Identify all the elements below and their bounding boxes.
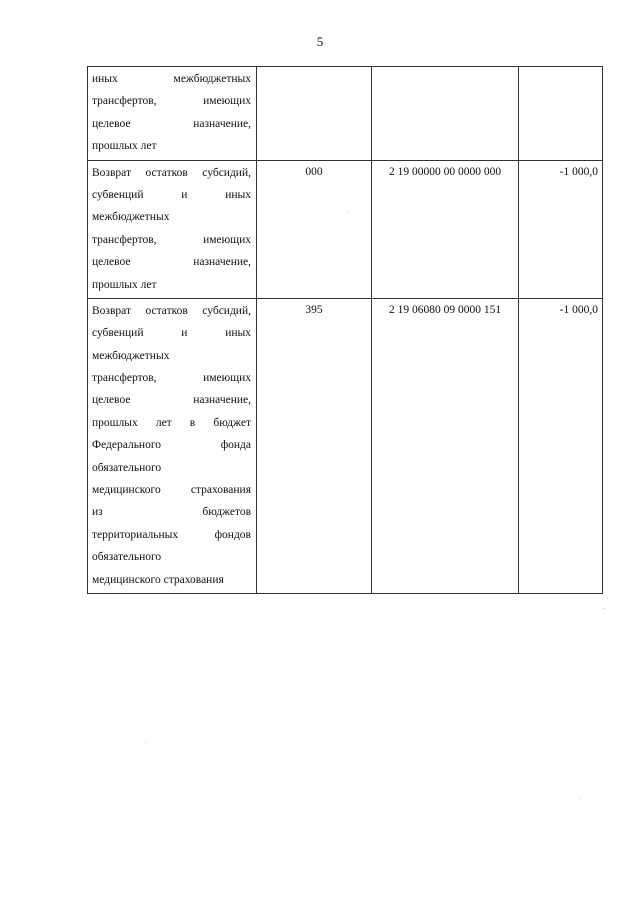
classification-code-cell xyxy=(372,67,519,161)
table-row xyxy=(88,160,603,298)
name-line: Возврат остатков субсидий, xyxy=(92,166,251,179)
admin-code-cell xyxy=(257,298,372,593)
admin-code: 000 xyxy=(305,165,323,178)
name-line: Федерального фонда xyxy=(92,439,251,452)
name-line: целевое назначение, xyxy=(92,117,251,130)
name-line: прошлых лет xyxy=(92,278,157,291)
sum-cell xyxy=(519,298,603,593)
admin-code: 395 xyxy=(305,303,323,316)
name-line: межбюджетных xyxy=(92,211,170,224)
name-line: Возврат остатков субсидий, xyxy=(92,304,251,317)
sum-value: -1 000,0 xyxy=(559,165,598,178)
name-line: субвенций и иных xyxy=(92,188,251,201)
scan-speck xyxy=(348,212,349,213)
name-cell xyxy=(88,67,257,161)
sum-value: -1 000,0 xyxy=(559,303,598,316)
name-line: трансфертов, имеющих xyxy=(92,233,251,246)
name-line: целевое назначение, xyxy=(92,256,251,269)
name-line: обязательного xyxy=(92,461,162,474)
name-line: целевое назначение, xyxy=(92,394,251,407)
admin-code-cell xyxy=(257,160,372,298)
classification-code-cell xyxy=(372,160,519,298)
name-line: иных межбюджетных xyxy=(92,73,251,85)
name-line: межбюджетных xyxy=(92,349,170,362)
name-line: из бюджетов xyxy=(92,506,251,519)
scan-speck xyxy=(604,608,605,609)
name-line: субвенций и иных xyxy=(92,327,251,340)
scan-speck xyxy=(145,742,146,743)
name-cell xyxy=(88,298,257,593)
name-line: территориальных фондов xyxy=(92,528,251,541)
classification-code: 2 19 00000 00 0000 000 xyxy=(388,165,502,178)
name-line: прошлых лет xyxy=(92,140,157,153)
page-number: 5 xyxy=(316,34,324,49)
name-line: медицинского страхования xyxy=(92,573,224,586)
name-line: обязательного xyxy=(92,551,162,564)
classification-code-cell xyxy=(372,298,519,593)
admin-code-cell xyxy=(257,67,372,161)
classification-code: 2 19 06080 09 0000 151 xyxy=(388,303,502,316)
budget-table xyxy=(87,66,603,594)
name-line: трансфертов, имеющих xyxy=(92,95,251,108)
table-row xyxy=(88,67,603,161)
scan-speck xyxy=(580,798,581,799)
name-line: прошлых лет в бюджет xyxy=(92,416,251,429)
name-cell xyxy=(88,160,257,298)
sum-cell xyxy=(519,67,603,161)
name-line: трансфертов, имеющих xyxy=(92,372,251,385)
sum-cell xyxy=(519,160,603,298)
table-row xyxy=(88,298,603,593)
name-line: медицинского страхования xyxy=(92,484,251,497)
